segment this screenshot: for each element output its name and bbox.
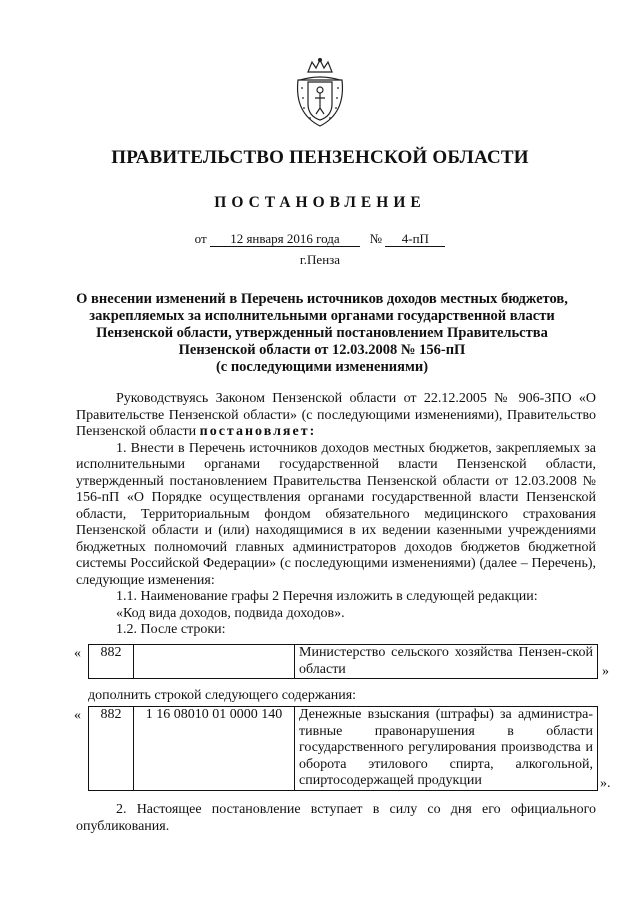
- document-heading: [72, 291, 572, 376]
- existing-row-table: [88, 644, 598, 679]
- number-sign: №: [369, 231, 383, 246]
- administrator-name-cell: Министерство сельского хозяйства Пензен-ской области: [295, 645, 598, 679]
- table-row: [89, 707, 598, 791]
- document-date: 12 января 2016 года: [210, 231, 360, 247]
- preamble: Руководствуясь Законом Пензенской области от 22.12.2005 № 906-ЗПО «О Правительстве Пензенской области» (с последующими изменениями), Правительство Пензенской области: [76, 391, 596, 439]
- open-quote: «: [74, 646, 81, 661]
- paragraph-1-1: 1.1. Наименование графы 2 Перечня изложить в следующей редакции:: [116, 589, 538, 604]
- preamble-paragraph: [76, 391, 596, 441]
- new-row-table: [88, 706, 598, 791]
- income-code-cell: [134, 645, 295, 679]
- resolves-word: постановляет:: [199, 424, 317, 439]
- paragraph-1-2: 1.2. После строки:: [116, 622, 226, 637]
- add-row-instruction: дополнить строкой следующего содержания:: [88, 688, 357, 703]
- table-row: [89, 645, 598, 679]
- heading-line: Пензенской области от 12.03.2008 № 156-пП: [178, 342, 466, 358]
- admin-code-cell: 882: [89, 707, 134, 791]
- government-title: ПРАВИТЕЛЬСТВО ПЕНЗЕНСКОЙ ОБЛАСТИ: [111, 147, 529, 168]
- coat-of-arms-icon: [290, 58, 350, 130]
- close-quote: ».: [600, 776, 611, 791]
- paragraph-1: 1. Внести в Перечень источников доходов местных бюджетов, закрепляемых за исполнительными органами государственной власти Пензенской области, утвержденный постановлением Правительства Пензенской области от 12.03.2008 № 156-пП «О Порядке осуществления органами государственной власти Пензенской области, Территориальным фондом обязательного медицинского страхования Пензенской области и (или) находящимися в их ведении казенными учреждениями бюджетных полномочий главных администраторов доходов бюджетов бюджетной системы Российской Федерации» (с последующими изменениями) (далее – Перечень), следующие изменения:: [76, 440, 596, 588]
- close-quote: »: [602, 664, 609, 679]
- income-name-cell: Денежные взыскания (штрафы) за администра-тивные правонарушения в области государственного регулирования производства и оборота этилового спирта, алкогольной, спиртосодержащей продукции: [295, 707, 598, 791]
- heading-line: Пензенской области, утвержденный постановлением Правительства: [96, 325, 548, 341]
- document-type: ПОСТАНОВЛЕНИЕ: [214, 194, 426, 211]
- paragraph-1-1-new-name: «Код вида доходов, подвида доходов».: [116, 605, 345, 621]
- admin-code-cell: 882: [89, 645, 134, 679]
- body-text: [76, 391, 596, 639]
- date-prefix: от: [194, 231, 207, 246]
- document-number: 4-пП: [385, 231, 445, 247]
- heading-line: О внесении изменений в Перечень источников доходов местных бюджетов,: [76, 291, 568, 307]
- paragraph-2: 2. Настоящее постановление вступает в силу со дня его официального опубликования.: [76, 802, 596, 834]
- income-code-cell: 1 16 08010 01 0000 140: [134, 707, 295, 791]
- heading-line: закрепляемых за исполнительными органами государственной власти: [89, 308, 555, 324]
- final-clause: [76, 802, 596, 835]
- heading-line: (с последующими изменениями): [215, 359, 429, 375]
- date-line: [0, 231, 640, 248]
- open-quote: «: [74, 708, 81, 723]
- city: г.Пенза: [299, 252, 341, 267]
